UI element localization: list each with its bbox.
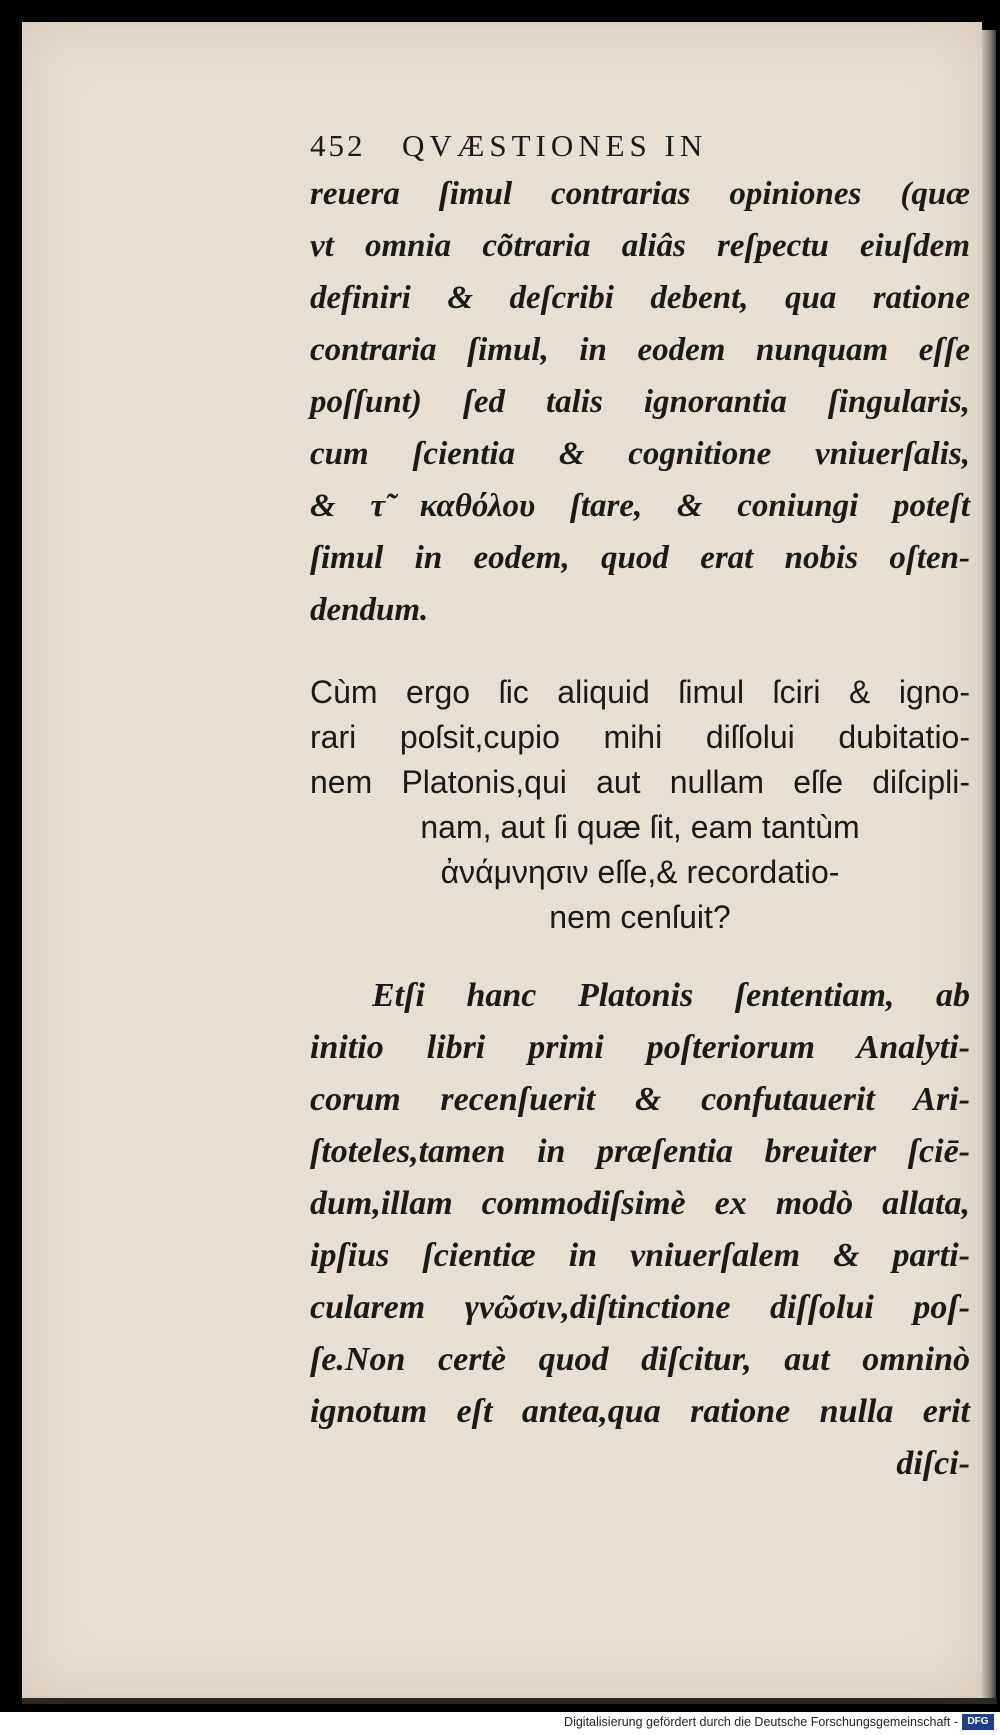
text-line: nem Platonis,qui aut nullam eſſe diſcipli- — [310, 764, 970, 800]
text-line: ſtoteles,tamen in præſentia breuiter ſciē- — [310, 1133, 970, 1170]
paragraph-italic-1 — [310, 168, 970, 636]
text-line: rari poſsit,cupio mihi diſſolui dubitatio- — [310, 719, 970, 755]
text-line: nem cenſuit? — [549, 899, 731, 935]
question-heading — [310, 670, 970, 940]
page-text — [310, 128, 970, 1490]
page-header — [310, 128, 970, 168]
text-line: dum,illam commodiſsimè ex modò allata, — [310, 1185, 970, 1222]
text-line: ſimul in eodem, quod erat nobis oſten- — [310, 540, 970, 576]
running-head: QVÆSTIONES IN — [402, 128, 708, 163]
digitization-credit: Digitalisierung gefördert durch die Deutsche Forschungsgemeinschaft - — [564, 1715, 958, 1729]
page-edge — [982, 30, 996, 1700]
page-number: 452 — [310, 128, 366, 163]
text-line: reuera ſimul contrarias opiniones (quæ — [310, 176, 970, 212]
text-line: & τ̃ καθόλου ſtare, & coniungi poteſt — [310, 488, 970, 524]
text-line: nam, aut ſi quæ ſit, eam tantùm — [420, 809, 860, 845]
text-line: ἀνάμνησιν eſſe,& recordatio- — [440, 854, 840, 890]
dfg-logo: DFG — [962, 1714, 994, 1730]
catchword: diſci- — [896, 1445, 970, 1482]
text-line: ipſius ſcientiæ in vniuerſalem & parti- — [310, 1237, 970, 1274]
text-line: Etſi hanc Platonis ſententiam, ab — [372, 977, 970, 1014]
paragraph-italic-2 — [310, 970, 970, 1490]
text-line: definiri & deſcribi debent, qua ratione — [310, 280, 970, 316]
text-line: dendum. — [310, 592, 429, 628]
text-line: contraria ſimul, in eodem nunquam eſſe — [310, 332, 970, 368]
text-line: cum ſcientia & cognitione vniuerſalis, — [310, 436, 970, 472]
text-line: cularem γνῶσιν,diſtinctione diſſolui poſ- — [310, 1289, 970, 1326]
text-line: initio libri primi poſteriorum Analyti- — [310, 1029, 970, 1066]
text-line: vt omnia cõtraria aliâs reſpectu eiuſdem — [310, 228, 970, 264]
text-line: corum recenſuerit & confutauerit Ari- — [310, 1081, 970, 1118]
text-line: poſſunt) ſed talis ignorantia ſingularis, — [310, 384, 970, 420]
text-line: ſe.Non certè quod diſcitur, aut omninò — [310, 1341, 970, 1378]
page-bottom-edge — [22, 1698, 997, 1704]
text-line: ignotum eſt antea,qua ratione nulla erit — [310, 1393, 970, 1430]
text-line: Cùm ergo ſic aliquid ſimul ſciri & igno- — [310, 674, 970, 710]
